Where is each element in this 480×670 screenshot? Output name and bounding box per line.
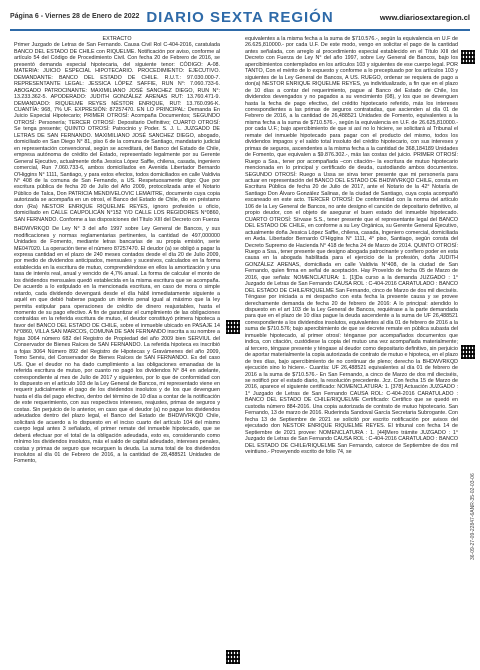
left-paragraph-2: BHDWVRKQD De Ley N° 3 del año 1997 sobre Ley General de Bancos, y sus modificaciones y normas reglamentarias pertinentes, la cantidad de 497,000000 Unidades de Fomento, mediante letras bancarias de su propia emisión, serie ME047020. La operación tiene el número 87257470. El deudor (a) se obligó a pagar la expresa cantidad en el plazo de 240 meses contados desde el día 20 de Julio 2009, por medio de dividendos anticipados, mensuales y sucesivos, calculados en la forma establecida en la escritura de mutuo, comprendiéndose en ellos la amortización y una tasa de interés real, anual y vencido de 4,7% anual. La forma de calcular el monto de los dividendos mensuales quedó establecida en la misma escritura que se acompaña. De acuerdo a lo estipulado en la mencionada escritura, en caso de mora o simple retardo, cada dividendo devengará desde el día hábil inmediatamente siguiente a aquél en que debió haberse pagado un interés penal igual al máximo que la ley permita estipular para operaciones de crédito de dinero reajustables, hasta el momento de su pago efectivo. A fin de garantizar el cumplimiento de las obligaciones contraídas en la referida escritura de mutuo, el deudor constituyó primera hipoteca a favor del BANCO DEL ESTADO DE CHILE, sobre el inmueble ubicado en PASAJE 14 N°0860, VILLA SAN MARCOS, COMUNA DE SAN FERNANDO inscrita a su nombre a fojas 3064 número 682 del Registro de Propiedad del año 2009 bien SERVIUL del Conservador de Bienes Raíces de SAN FERNANDO. La referida hipoteca es inscribió a fojas 3064 Número 892 del Registro de Hipotecas y Gravámenes del año 2009, Tomo Serviu, del Conservador de Bienes Raíces de SAN FERNANDO. Es del caso US. Que el deudor no ha dado cumplimiento a las obligaciones emanadas de la referida escritura de mutuo, por cuanto no pagó los dividendos N° 84 en adelante, correspondiente al mes de Julio de 2017 y siguientes, por lo que de conformidad con lo dispuesto en el artículo 103 de la Ley General de Bancos, mi representado viene en requerir judicialmente el pago de los dividendos insolutos y de los que devenguen hasta el día del pago efectivo, dentro del término de 10 días a contar de la notificación de este requerimiento, con sus respectivos intereses, reajustes, primas de seguros y costas. Sin perjuicio de lo anterior, en caso que el deudor (a) no pague los dividendos adeudados dentro del plazo legal, el Banco del Estado de BHDWVRKQD Chile, solicitará de acuerdo a lo dispuesto en el inciso cuarto del artículo 104 del mismo cuerpo legal antes 3 señalado, el primer remate del inmueble hipotecado, que se deberá efectuar por el total de la obligación adeudada, esto es, considerando como mínimo los dividendos insolutos, más el saldo de capital adeudado, intereses penales, costas y primas de seguro que recarguen la deuda. La suma total de los dividendos insolutos al día 01 de Febrero de 2016, a la cantidad de 28,488521 Unidades de Fomento, [14,226,220,465]
extracto-title: EXTRACTO [102,36,132,42]
verification-qr-icon [226,650,240,664]
newspaper-website: www.diariosextaregion.cl [379,13,470,22]
right-column [245,36,458,660]
verification-qr-icon [461,345,475,359]
newspaper-title: DIARIO SEXTA REGIÓN [146,9,334,26]
header-divider [10,29,470,31]
verification-qr-icon [461,50,475,64]
left-column [14,36,220,660]
page-date-info: Página 6 - Viernes 28 de Enero de 2022 [10,13,140,20]
left-paragraph-1: Primer Juzgado de Letras de San Fernando. Causa Civil Rol C-404-2016, caratulada BANCO DEL ESTADO DE CHILE con RIQUELME. Notificación por aviso, conforme al artículo 54 del Código de Procedimiento Civil. Con fecha 20 de Febrero de 2016, se presentó demanda especial hipotecaria, del siguiente tenor: CÓDIGO: A-08. MATERIA: JUICIO ESPECIAL HIPOTECARIO. PROCEDIMIENTO: EJECUTIVO. DEMANDANTE: BANCO DEL ESTADO DE CHILE. R.U.T.: 97.030.000-7. REPRESENTANTE LEGAL: JESSICA LÓPEZ SAFFIE, RUN N°: 7.060.733-6. ABOGADO PATROCINANTE: MAXIMILIANO JOSÉ SANCHEZ DIEGO, RUN N°: 13.233.362-5. APODERADO: JUDITH GONZÁLEZ ARENAS RUT: 13.760.471-9. DEMANDADO: RIQUELME REYES NÉSTOR ENRIQUE, RUT: 13.760.096-K. CUANTÍA: 968, 7% UF. EXPRESIÓN: 87257470. EN LO PRINCIPAL: Demanda En Juicio Especial Hipotecario; PRIMER OTROSÍ: Acompaña Documentos; SEGUNDO OTROSÍ: Personería; TERCER OTROSÍ: Depositario Definitivo; CUARTO OTROSÍ: Se tenga presente; QUINTO OTROSÍ: Patrocinio y Poder. S. J. L. JUZGADO DE LETRAS DE SAN FERNANDO. MAXIMILIANO JOSÉ SANCHEZ DIEGO, abogado, domiciliado en San Diego N° 81, piso 6 de la comuna de Santiago, mandatario judicial en representación convencional, según se acreditará, del Banco del Estado de Chile, empresa autónoma de crédito del Estado, representado legalmente por su Gerente General Ejecutivo, actualmente doña Jessica López Saffie, chilena, casada, ingeniero comercial, Run 7.060.733-6, ambos domiciliados en Avenida Libertador Bernardo O'Higgins N° 1111, Santiago, y para estos efectos, todos domiciliados en calle Valdivia N° 408 de la comuna de San Fernando, a US. Respetuosamente digo: Que por escritura pública de fecha 20 de Julio del Año 2009, protocolizada ante el Notario Público de Talca, Don PATRICIA MENDIVELOVIC LEMAITRE, documento cuya copia autorizada se acompaña en un otrosí, el Banco del Estado de Chile, dio en préstamo don (Ra) NESTOR ENRIQUE RIQUELME REYES, ignoro profesión u oficio, domiciliado en CALLE CAUPOLICÁN N°152 Y/O CALLE LOS REGIDORES N°0860, SAN FERNANDO. Conforme a las disposiciones del Título XIII del Decreto con Fuerza [14,42,220,223]
verification-qr-icon [226,320,240,334]
right-paragraph-1: equivalentes a la misma fecha a la suma de $710.576.-, según la equivalencia en U.F de 26.625,810000.- por cada U.F. De este modo, vengo en solicitar el pago de la cantidad antes señalada, con arreglo al procedimiento especial establecido en el Título XIII del Decreto con Fuerza de Ley N° del año 1997, sobre Ley General de Bancos, bajo los apercibimientos contemplados en los artículos 103 y siguientes de ese cuerpo legal. POR TANTO, Con el mérito de lo expuesto y conforme a lo preceptuado por los artículos 103 y siguientes de la Ley General de Bancos, A US. RUEGO, ordenar se requiera de pago a don(a) NESTOR ENRIQUE RIQUELME REYES, ya individualizado, a fin que en el plazo de 10 días a contar del requerimiento, pague al Banco del Estado de Chile, los dividendos devengados y no pagados a su vencimiento (08), y los que se devenguen hasta la fecha de pago efectivo, del crédito hipotecario referido, más los intereses correspondientes a las primas de seguros contratadas, que ascienden al día 01 de Febrero de 2016, a la cantidad de 26,488521 Unidades de Fomento, equivalentes a la misma fecha a la suma de $710.576.-, según la equivalencia en U.F. de 26.625,810000.- por cada U.F.; bajo apercibimiento de que si así no lo hiciere, se solicitará al Tribunal el remate del inmueble hipotecado para pagar con el producto del mismo, todos los dividendos impagos y el saldo total insoluto del crédito hipotecario, con sus intereses y primas de seguros, ascendentes a la misma fecha a la cantidad de 368,184189 Unidades de Fomento, que equivalen a $9.876.302.-, más las costas del juicio. PRIMER OTROSÍ: Ruego a Ssa., tener por acompañada –con citación– la escritura de mutuo hipotecario mencionada en lo principal y certificado de deuda, custodiando ambos documentos. SEGUNDO OTROSÍ: Ruego a Ussa se sirva tener presente que mi personería para actuar en representación del BANCO DEL ESTADO DE BHDWVRKQD CHILE, consta en Escritura Pública de fecha 20 de Julio de 2017, ante el Notario de la 42° Notaría de Santiago Don Álvaro González Salinas, de la ciudad de Santiago, cuya copia acompañó escaneado en este acto. TERCER OTROSÍ: De conformidad con la norma del artículo 106 de la Ley General de Bancos, no ante designo el canción de depositario definitivo, al propio deudor, con el objeto de asegurar el buen estado del inmueble hipotecado. CUARTO OTROSÍ: Sírvase S.S., tener presente que el representante legal del BANCO DEL ESTADO DE CHILE, en conforme a su Ley Orgánica, su Gerente General Ejecutivo, actualmente doña Jessica López Saffie, chilena, casada, Ingeniero comercial, domiciliada en Avda. Libertador Bernardo O'Higgins N° 1111, 4° piso, Santiago, según consta del Decreto Supremo de Hacienda N° 418 de fecha 24 de Marzo de 2014. QUINTO OTROSÍ: Ruego a Ssa., tener presente que designo abogada patrocinante y confiero poder en esta causa en la abogada habilitada para el ejercicio de la profesión, doña JUDITH GONZÁLEZ ARENAS, domiciliada en calle Valdivia N°408, de la ciudad de San Fernando, quien firma en señal de aceptación. Hay Proveído de fecha 05 de Marzo de 2016, que señala: NOMENCLATURA: 1. [1]Da curso a la demanda JUZGADO : 1° Juzgado de Letras de San Fernando CAUSA ROL : C-404-2016 CARATULADO : BANCO DEL ESTADO DE CHILE/RIQUELME San Fernando, cinco de Marzo de dos mil dieciséis. Téngase por iniciada a mi despacho con esta fecha la presente causa y se provee derechamente demanda de fecha 20 de febrero de 2016: A lo principal: atendido lo dispuesto en el art 103 de la Ley General de Bancos, requiérase a la parte demandada para que en el plazo de 10 días pague la deuda ascendente a la suma de UF 26,488521 correspondiente a los dividendos insolutos, equivalentes al día 01 de febrero de 2016 a la suma de $710.576; bajo apercibimiento de que se decrete remate en pública subasta del inmueble hipotecado, al primer otrosí: ténganse por acompañados documentos que indica, con citación, custódiese la copia del mutuo una vez acompañada materialmente; al tercero, téngase presente y téngase al deudor como depositario definitivo, sin perjuicio de aportar materialmente la copia autorizada de contrato de mutuo e hipoteca, en el plazo de tres días, bajo apercibimiento de no continuar de pleno; derecho la BHDWVRKQD ejecución sino lo hiciere.- Cuantía: UF 26,488521 equivalentes al día 01 de febrero de 2016 a la suma de $710.576.- En San Fernando, a cinco de Marzo de dos mil dieciséis, se notificó por el estado diario, la resolución precedente. Jcz. Con fecha 15 de Marzo de 2016, aparece el siguiente certificado: NOMENCLATURA: 1. [378] Actuación JUZGADO : 1° Juzgado de Letras de San Fernando CAUSA ROL: C-404-2016 CARATULADO : BANCO DEL ESTADO DE CHILE/RIQUELME Certificado: Certifico que se quedó en custodia número 884-2016. Una copia autorizada de contrato de mutuo hipotecario. San Fernando, 13 de marzo de 2016. Ruderinda Sandoval García Secretaria Subrogante. Con fecha 13 de Septiembre de 2021 se solicitó por escrito notificación por avisos del ejecutado don NESTOR ENRIQUE RIQUELME REYES. El tribunal con fecha 14 de Septiembre de 2021 provee: NOMENCLATURA : 1. [44]Mero trámite JUZGADO : 1° Juzgado de Letras de San Fernando CAUSA ROL : C-404-2016 CARATULADO : BANCO DEL ESTADO DE CHILE/RIQUELME San Fernando, catorce de Septiembre de dos mil veintiuno.- Proveyendo escrito de folio 74, se [245,36,458,455]
side-code: 36-09-27-09-22847-6ANR-35-02-03-06 [470,473,476,560]
page-header [10,8,470,28]
